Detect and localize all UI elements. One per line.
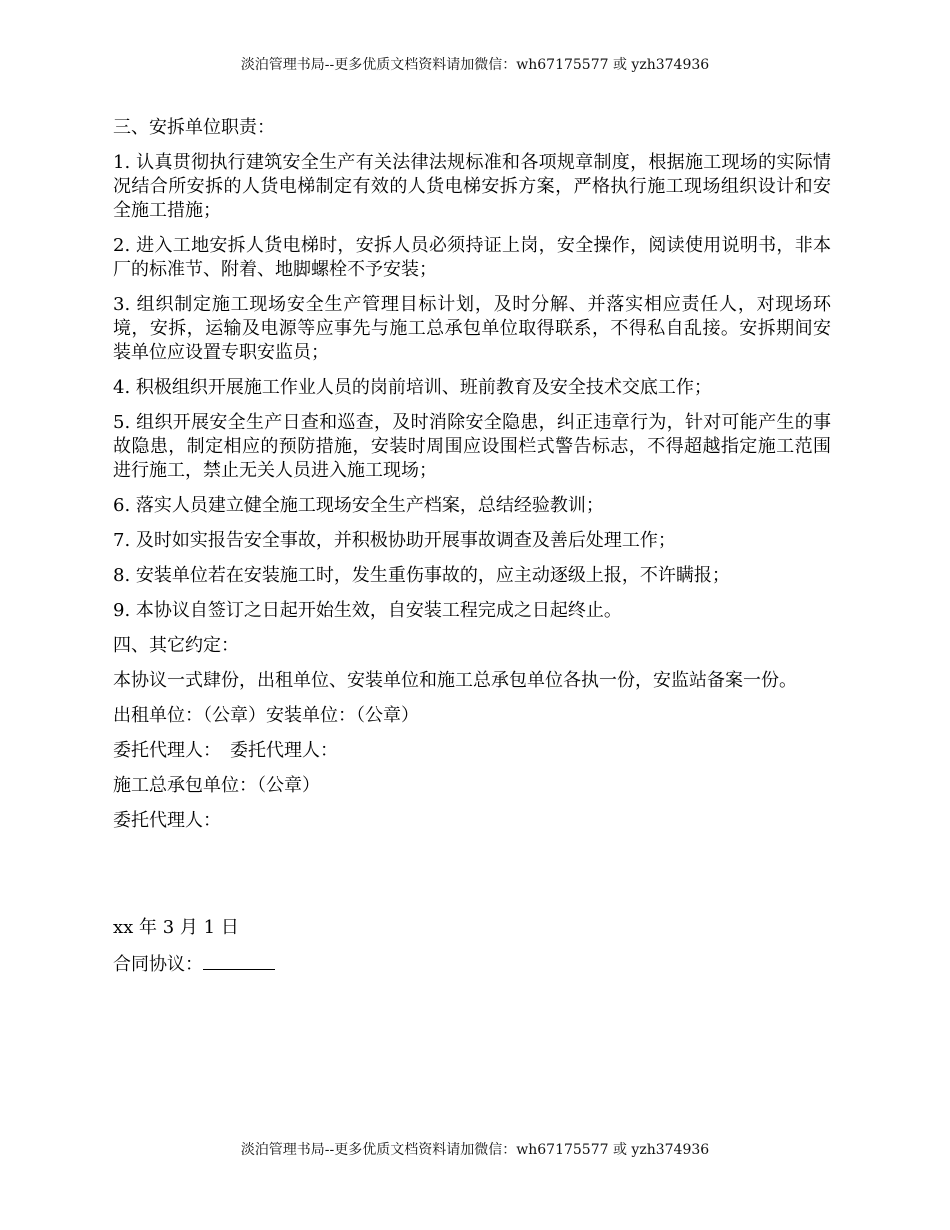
item-5: 5. 组织开展安全生产日查和巡查，及时消除安全隐患，纠正违章行为，针对可能产生的事故隐患，制定相应的预防措施，安装时周围应设围栏式警告标志，不得超越指定施工范围进行施工，禁止无关人员进入施工现场；: [113, 412, 831, 481]
item-3: 3. 组织制定施工现场安全生产管理目标计划，及时分解、并落实相应责任人，对现场环境，安拆，运输及电源等应事先与施工总承包单位取得联系，不得私自乱接。安拆期间安装单位应设置专职安监员；: [113, 294, 831, 363]
item-7: 7. 及时如实报告安全事故，并积极协助开展事故调查及善后处理工作；: [113, 530, 676, 551]
item-1: 1. 认真贯彻执行建筑安全生产有关法律法规标准和各项规章制度，根据施工现场的实际情况结合所安拆的人货电梯制定有效的人货电梯安拆方案，严格执行施工现场组织设计和安全施工措施；: [113, 152, 831, 221]
signature-general-contractor: 施工总承包单位：（公章）: [113, 775, 320, 796]
section-4-body: 本协议一式肆份，出租单位、安装单位和施工总承包单位各执一份，安监站备案一份。: [113, 670, 797, 691]
contract-agreement-line: [113, 951, 831, 977]
item-6: 6. 落实人员建立健全施工现场安全生产档案，总结经验教训；: [113, 495, 604, 516]
contract-agreement-label: 合同协议：: [113, 954, 203, 975]
page-footer: 淡泊管理书局--更多优质文档资料请加微信：wh67175577 或 yzh374936: [240, 1142, 710, 1158]
item-8: 8. 安装单位若在安装施工时，发生重伤事故的，应主动逐级上报，不许瞒报；: [113, 565, 730, 586]
blank-spacer: [113, 844, 831, 916]
agreement-date: xx 年 3 月 1 日: [113, 917, 239, 938]
signature-agents: 委托代理人： 委托代理人：: [113, 740, 338, 761]
signature-agent-final: 委托代理人：: [113, 810, 221, 831]
page-header: 淡泊管理书局--更多优质文档资料请加微信：wh67175577 或 yzh374936: [240, 57, 710, 73]
document-body: [113, 116, 831, 988]
signature-lessor-installer: 出租单位：（公章）安装单位：（公章）: [113, 705, 419, 726]
item-9: 9. 本协议自签订之日起开始生效，自安装工程完成之日起终止。: [113, 600, 622, 621]
contract-agreement-blank: [203, 951, 275, 970]
section-3-heading: 三、安拆单位职责：: [113, 117, 275, 138]
section-4-heading: 四、其它约定：: [113, 635, 239, 656]
item-2: 2. 进入工地安拆人货电梯时，安拆人员必须持证上岗，安全操作，阅读使用说明书，非本厂的标准节、附着、地脚螺栓不予安装；: [113, 235, 831, 280]
item-4: 4. 积极组织开展施工作业人员的岗前培训、班前教育及安全技术交底工作；: [113, 377, 712, 398]
